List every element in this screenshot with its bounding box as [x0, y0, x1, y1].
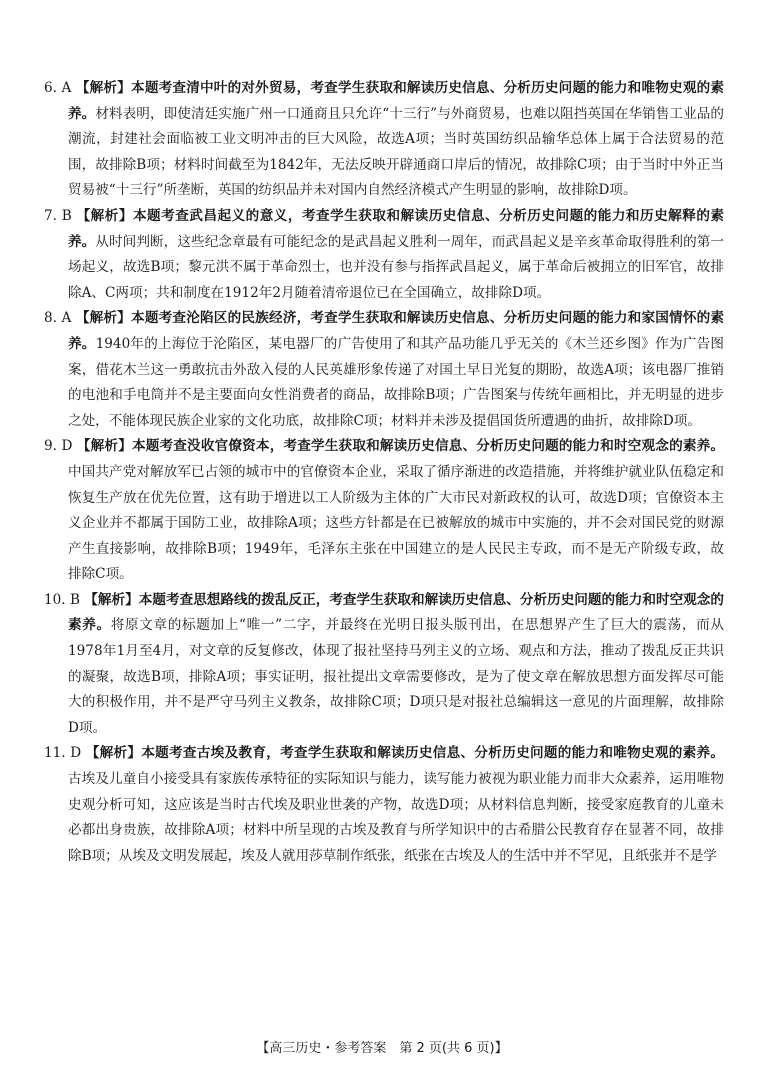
answer-item-11 — [44, 741, 724, 869]
analysis-body: 中国共产党对解放军已占领的城市中的官僚资本企业，采取了循序渐进的改造措施，并将维护就业队伍稳定和恢复生产放在优先位置，这有助于增进以工人阶级为主体的广大市民对新政权的认可，故选D项；官僚资本主义企业并不都属于国防工业，故排除A项；这些方针都是在已被解放的城市中实施的，并不会对国民党的财源产生直接影响，故排除B项；1949年，毛泽东主张在中国建立的是人民民主专政，而不是无产阶级专政，故排除C项。 — [68, 463, 724, 583]
analysis-lead: 本题考查武昌起义的意义，考查学生获取和解读历史信息、分析历史问题的能力和历史解释的素养。 — [68, 207, 725, 250]
analysis-tag: 【解析】 — [75, 80, 132, 96]
answer-item-10 — [44, 588, 724, 742]
analysis-tag: 【解析】 — [75, 310, 132, 327]
analysis-lead: 本题考查古埃及教育，考查学生获取和解读历史信息、分析历史问题的能力和唯物史观的素养。 — [141, 745, 725, 762]
answer-item-6 — [44, 76, 724, 204]
analysis-tag: 【解析】 — [85, 745, 142, 762]
analysis-body: 材料表明，即使清廷实施广州一口通商且只允许“十三行”与外商贸易，也难以阻挡英国在华销售工业品的潮流，封建社会面临被工业文明冲击的巨大风险，故选A项；当时英国纺织品输华总体上属于合法贸易的范围，故排除B项；材料时间截至为1842年，无法反映开辟通商口岸后的情况，故排除C项；由于当时中外正当贸易被“十三行”所垄断，英国的纺织品并未对国内自然经济模式产生明显的影响，故排除D项。 — [68, 105, 724, 199]
analysis-body: 1940年的上海位于沦陷区，某电器厂的广告使用了和其产品功能几乎无关的《木兰还乡图》作为广告图案，借花木兰这一勇敢抗击外敌入侵的人民英雄形象传递了对国土早日光复的期盼，故选A项；该电器厂推销的电池和手电筒并不是主要面向女性消费者的商品，故排除B项；广告图案与传统年画相比，并无明显的进步之处，不能体现民族企业家的文化功底，故排除C项；材料并未涉及提倡国货所遭遇的曲折，故排除D项。 — [68, 335, 725, 429]
answer-number: 6. A — [44, 80, 72, 96]
answer-number: 11. D — [44, 745, 82, 762]
answer-number: 9. D — [44, 438, 73, 455]
answer-number: 8. A — [44, 310, 72, 327]
analysis-lead: 本题考查沦陷区的民族经济，考查学生获取和解读历史信息、分析历史问题的能力和家国情怀的素养。 — [68, 310, 725, 352]
answer-number: 10. B — [44, 591, 80, 608]
analysis-body: 古埃及儿童自小接受具有家族传承特征的实际知识与能力，读写能力被视为职业能力而非大众素养，运用唯物史观分析可知，这应该是当时古代埃及职业世袭的产物，故选D项；从材料信息判断，接受家庭教育的儿童未必都出身贵族，故排除A项；材料中所呈现的古埃及教育与所学知识中的古希腊公民教育存在显著不同，故排除B项；从埃及文明发展起，埃及人就用莎草制作纸张，纸张在古埃及人的生活中并不罕见，且纸张并不是学 — [68, 771, 724, 864]
analysis-body: 将原文章的标题加上“唯一”二字，并最终在光明日报头版刊出，在思想界产生了巨大的震荡，而从1978年1月至4月，对文章的反复修改，体现了报社坚持马列主义的立场、观点和方法，推动了拨乱反正共识的凝聚，故选B项，排除A项；事实证明，报社提出文章需要修改，是为了使文章在解放思想方面发挥尽可能大的积极作用，并不是严守马列主义教条，故排除C项；D项只是对报社总编辑这一意见的片面理解，故排除D项。 — [68, 617, 724, 736]
page-footer: 【高三历史・参考答案 第 2 页(共 6 页)】 — [256, 1041, 508, 1056]
analysis-body: 从时间判断，这些纪念章最有可能纪念的是武昌起义胜利一周年，而武昌起义是辛亥革命取得胜利的第一场起义，故选B项；黎元洪不属于革命烈士，也并没有参与指挥武昌起义，属于革命后被拥立的旧军官，故排除A、C两项；共和制度在1912年2月随着清帝退位已在全国确立，故排除D项。 — [68, 233, 725, 301]
analysis-lead: 本题考查清中叶的对外贸易，考查学生获取和解读历史信息、分析历史问题的能力和唯物史观的素养。 — [68, 80, 725, 122]
answer-number: 7. B — [44, 207, 72, 224]
answer-item-9 — [44, 434, 724, 588]
analysis-lead: 本题考查没收官僚资本，考查学生获取和解读历史信息、分析历史问题的能力和时空观念的素养。 — [131, 438, 724, 455]
analysis-tag: 【解析】 — [76, 207, 133, 224]
analysis-tag: 【解析】 — [76, 438, 132, 455]
answer-item-8 — [44, 306, 724, 434]
answer-item-7 — [44, 204, 724, 306]
answer-list — [44, 76, 724, 869]
analysis-tag: 【解析】 — [84, 591, 139, 608]
analysis-lead: 本题考查思想路线的拨乱反正，考查学生获取和解读历史信息、分析历史问题的能力和时空观念的素养。 — [68, 591, 725, 634]
